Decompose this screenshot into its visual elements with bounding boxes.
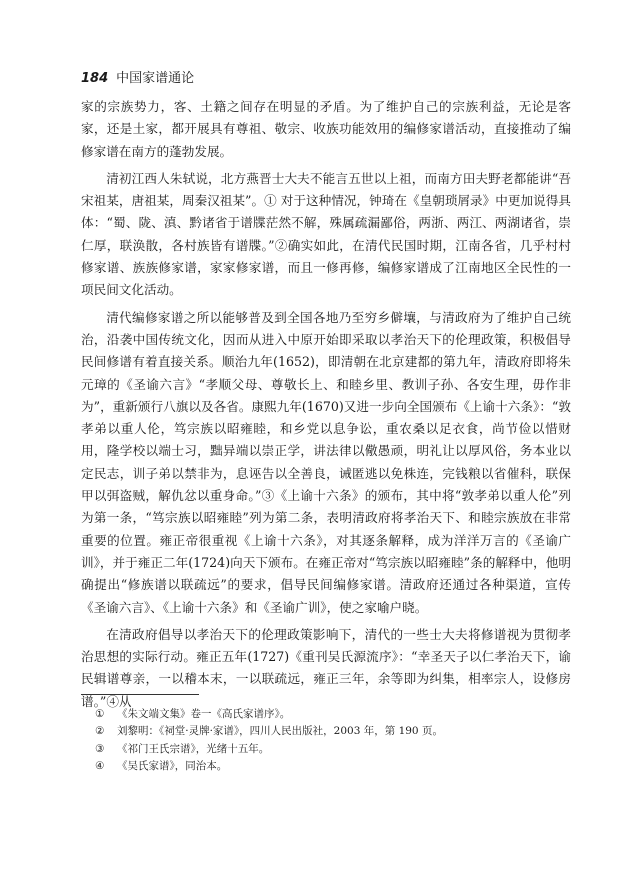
footnote-text: 《朱文端文集》卷一《高氏家谱序》。	[117, 708, 291, 720]
footnote	[95, 758, 565, 775]
body-text	[81, 96, 571, 713]
footnote-mark: ①	[95, 708, 105, 720]
footnote	[95, 723, 565, 740]
paragraph: 清初江西人朱轼说，北方燕晋士大夫不能言五世以上祖，而南方田夫野老都能讲“吾宋祖某，唐祖某，周秦汉祖某”。① 对于这种情况，钟琦在《皇朝琐屑录》中更加说得具体：“蜀、陇、滇、黔诸省于谱牒茫然不解，殊属疏漏鄙俗，两浙、两江、两湖诸省，崇仁厚，联涣散，各村族皆有谱牒。”②确实如此，在清代民国时期，江南各省，几乎村村修家谱、族族修家谱，家家修家谱，而且一修再修，编修家谱成了江南地区全民性的一项民间文化活动。	[81, 170, 571, 298]
page-number: 184	[81, 71, 109, 86]
footnote-mark: ③	[95, 742, 105, 755]
footnote-text: 《祁门王氏宗谱》，光绪十五年。	[117, 742, 270, 755]
footnote-divider	[81, 694, 199, 695]
footnote-mark: ②	[95, 725, 105, 738]
paragraph: 在清政府倡导以孝治天下的伦理政策影响下，清代的一些士大夫将修谱视为贯彻孝治思想的实际行动。雍正五年(1727)《重刊吴氏源流序》：“幸圣天子以仁孝治天下，谕民辑谱尊亲，一以稽本末，一以联疏远，雍正三年，余等即为纠集，相率宗人，设修房谱。”④从	[81, 626, 571, 709]
footnote-text: 刘黎明：《祠堂·灵牌·家谱》，四川人民出版社，2003 年，第 190 页。	[117, 725, 443, 738]
page-header	[81, 71, 194, 87]
book-title: 中国家谱通论	[116, 71, 195, 86]
footnotes	[95, 706, 565, 775]
footnote	[95, 706, 565, 723]
paragraph: 家的宗族势力，客、土籍之间存在明显的矛盾。为了维护自己的宗族利益，无论是客家，还是土家，都开展具有尊祖、敬宗、收族功能效用的编修家谱活动，直接推动了编修家谱在南方的蓬勃发展。	[81, 99, 571, 159]
footnote	[95, 741, 565, 758]
paragraph: 清代编修家谱之所以能够普及到全国各地乃至穷乡僻壤，与清政府为了维护自己统治，沿袭中国传统文化，因而从进入中原开始即采取以孝治天下的伦理政策，积极倡导民间修谱有着直接关系。顺治九年(1652)，即清朝在北京建都的第九年，清政府即将朱元璋的《圣谕六言》“孝顺父母、尊敬长上、和睦乡里、教训子孙、各安生理，毋作非为”，重新颁行八旗以及各省。康熙九年(1670)又进一步向全国颁布《上谕十六条》：“敦孝弟以重人伦，笃宗族以昭雍睦，和乡党以息争讼，重农桑以足衣食，尚节俭以惜财用，隆学校以端士习，黜异端以崇正学，讲法律以儆愚顽，明礼让以厚风俗，务本业以定民志，训子弟以禁非为，息诬告以全善良，诫匿逃以免株连，完钱粮以省催科，联保甲以弭盗贼，解仇忿以重身命。”③《上谕十六条》的颁布，其中将“敦孝弟以重人伦”列为第一条，“笃宗族以昭雍睦”列为第二条，表明清政府将孝治天下、和睦宗族放在非常重要的位置。雍正帝很重视《上谕十六条》，对其逐条解释，成为洋洋万言的《圣谕广训》，并于雍正二年(1724)向天下颁布。在雍正帝对“笃宗族以昭雍睦”条的解释中，他明确提出“修族谱以联疏远”的要求，倡导民间编修家谱。清政府还通过各种渠道，宣传《圣谕六言》、《上谕十六条》和《圣谕广训》，使之家喻户晓。	[81, 309, 571, 615]
footnote-text: 《吴氏家谱》，同治本。	[117, 759, 228, 772]
footnote-mark: ④	[95, 759, 105, 772]
